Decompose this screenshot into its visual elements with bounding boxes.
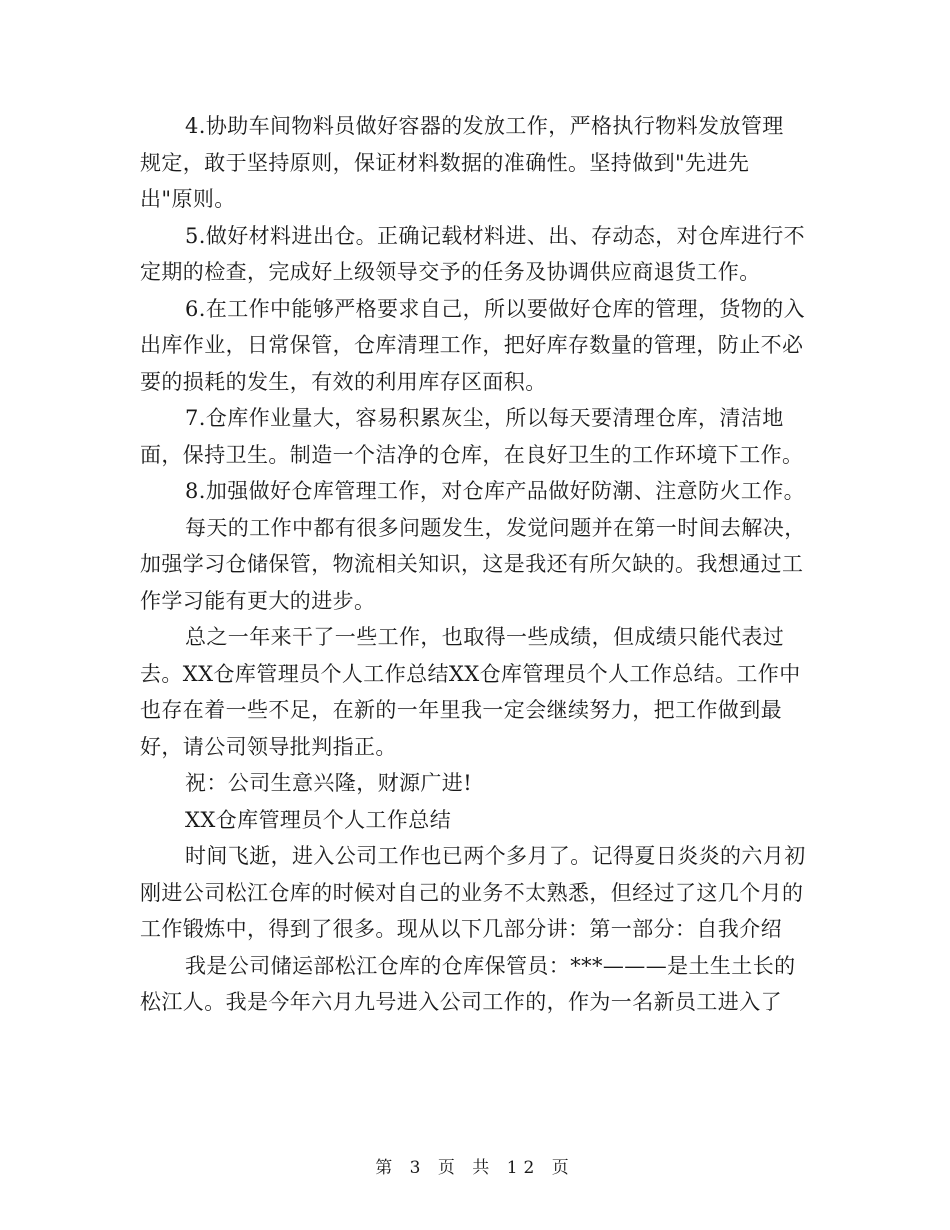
paragraph-self-introduction: 我是公司储运部松江仓库的仓库保管员：***———是土生土长的松江人。我是今年六月九号进入公司工作的，作为一名新员工进入了 <box>140 953 796 1014</box>
paragraph-line: 4.协助车间物料员做好容器的发放工作，严格执行物料发放管理 <box>185 114 784 138</box>
paragraph-intro: 时间飞逝，进入公司工作也已两个多月了。记得夏日炎炎的六月初刚进公司松江仓库的时候对自己的业务不太熟悉，但经过了这几个月的工作锻炼中，得到了很多。现从以下几部分讲：第一部分：自我介绍 <box>140 844 806 941</box>
paragraph-item-8: 8.加强做好仓库管理工作，对仓库产品做好防潮、注意防火工作。 <box>185 479 806 503</box>
paragraph-line: 出"原则。 <box>140 187 236 211</box>
paragraph-item-7: 7.仓库作业量大，容易积累灰尘，所以每天要清理仓库，清洁地面，保持卫生。制造一个洁净的仓库，在良好卫生的工作环境下工作。 <box>140 406 804 467</box>
document-body <box>140 108 812 1021</box>
paragraph-item-4 <box>140 108 812 218</box>
paragraph-line: 规定，敢于坚持原则，保证材料数据的准确性。坚持做到"先进先 <box>140 150 750 175</box>
page-number-footer: 第 3 页 共 12 页 <box>375 1158 575 1178</box>
section-title: XX仓库管理员个人工作总结 <box>185 807 452 832</box>
paragraph-summary: 总之一年来干了一些工作，也取得一些成绩，但成绩只能代表过去。XX仓库管理员个人工作总结XX仓库管理员个人工作总结。工作中也存在着一些不足，在新的一年里我一定会继续努力，把工作做到最好，请公司领导批判指正。 <box>140 625 801 759</box>
paragraph-item-6: 6.在工作中能够严格要求自己，所以要做好仓库的管理，货物的入出库作业，日常保管，仓库清理工作，把好库存数量的管理，防止不必要的损耗的发生，有效的利用库存区面积。 <box>140 296 806 394</box>
paragraph-wishes: 祝：公司生意兴隆，财源广进! <box>185 771 473 795</box>
paragraph-item-5: 5.做好材料进出仓。正确记载材料进、出、存动态，对仓库进行不定期的检查，完成好上级领导交予的任务及协调供应商退货工作。 <box>140 223 806 284</box>
paragraph-daily-problems: 每天的工作中都有很多问题发生，发觉问题并在第一时间去解决，加强学习仓储保管，物流相关知识，这是我还有所欠缺的。我想通过工作学习能有更大的进步。 <box>140 515 806 613</box>
